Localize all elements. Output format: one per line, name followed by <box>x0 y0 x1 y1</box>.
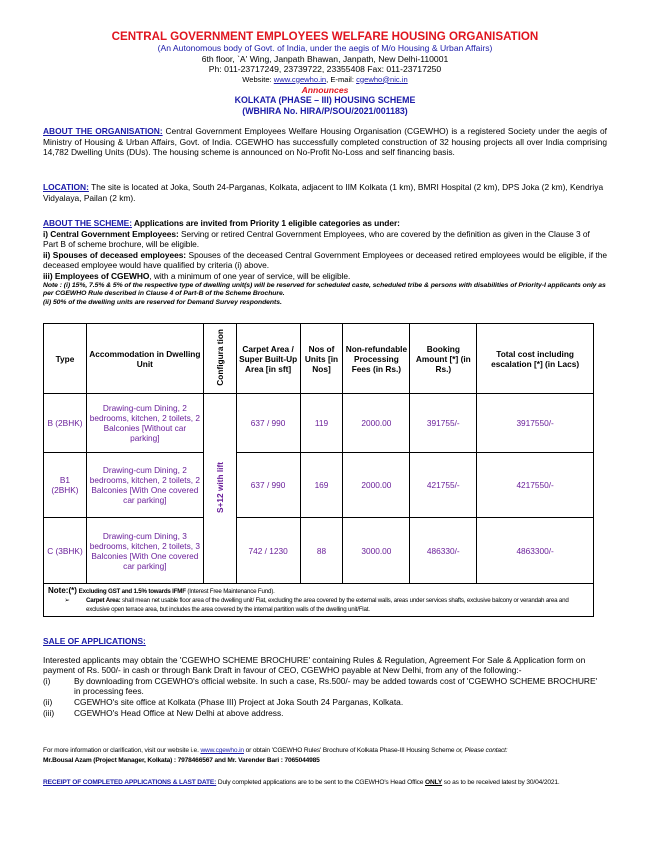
configuration-header: Configura tion <box>214 329 225 386</box>
website-label: Website: <box>242 74 274 84</box>
contact-line <box>0 75 650 85</box>
about-scheme-heading: ABOUT THE SCHEME: <box>43 218 132 228</box>
email-link[interactable]: cgewho@nic.in <box>356 74 408 84</box>
only-emphasis: ONLY <box>425 779 443 786</box>
receipt-heading: RECEIPT OF COMPLETED APPLICATIONS & LAST DATE: <box>43 779 217 786</box>
item-number: (iii) <box>43 707 55 718</box>
demand-survey-note: (ii) 50% of the dwelling units are reserved for Demand Survey respondents. <box>43 298 282 306</box>
contact-info <box>43 746 607 765</box>
about-org-heading: ABOUT THE ORGANISATION: <box>43 126 163 136</box>
letterhead <box>0 30 650 116</box>
location-text: The site is located at Joka, South 24-Parganas, Kolkata, adjacent to IIM Kolkata (1 km), BMRI Hospital (2 km), DPS Joka (2 km), Kendriya Vidyalaya, Pailan (2 km). <box>43 182 604 203</box>
cell-area: 637 / 990 <box>236 453 300 518</box>
item-number: (i) <box>43 675 51 686</box>
website-link[interactable]: www.cgewho.in <box>273 74 327 84</box>
col-booking: Booking Amount [*] (in Rs.) <box>410 324 477 394</box>
location-heading: LOCATION: <box>43 182 89 192</box>
org-subtitle: (An Autonomous body of Govt. of India, under the aegis of M/o Housing & Urban Affairs) <box>157 43 493 53</box>
cell-total: 4217550/- <box>477 453 594 518</box>
cell-accommodation: Drawing-cum Dining, 3 bedrooms, kitchen, 2 toilets, 3 Balconies [With One covered car parking] <box>86 518 203 584</box>
item-label: i) Central Government Employees: <box>43 228 179 239</box>
cell-total: 4863300/- <box>477 518 594 584</box>
arrow-bullet-icon: ➢ <box>64 597 70 604</box>
note-rest: (Interest Free Maintenance Fund). <box>185 588 275 595</box>
table-row <box>44 394 594 453</box>
col-fees: Non-refundable Processing Fees (in Rs.) <box>343 324 410 394</box>
sale-heading: SALE OF APPLICATIONS: <box>43 636 146 646</box>
about-scheme-intro: Applications are invited from Priority 1 eligible categories as under: <box>131 218 400 228</box>
carpet-label: Carpet Area: <box>86 597 121 604</box>
item-text: By downloading from CGEWHO's official website. In such a case, Rs.500/- may be added towards cost of 'CGEWHO SCHEME BROCHURE' in processing fees. <box>74 675 598 697</box>
units-table <box>43 323 594 617</box>
cell-type: C (3BHK) <box>44 518 87 584</box>
rera-number: (WBHIRA No. HIRA/P/SOU/2021/001183) <box>242 105 408 116</box>
item-text: CGEWHO's Head Office at New Delhi at above address. <box>74 707 284 718</box>
reservation-note: Note : (i) 15%, 7.5% & 5% of the respective type of dwelling unit(s) will be reserved for scheduled caste, scheduled tribe & persons with disabilities of Priority-I applicants only as per CGEWHO Rule described in Clause 4 of Part-B of the Scheme Brochure. <box>43 281 606 298</box>
cell-type: B (2BHK) <box>44 394 87 453</box>
table-row <box>44 518 594 584</box>
item-label: ii) Spouses of deceased employees: <box>43 249 187 260</box>
sale-of-applications <box>43 636 603 718</box>
cell-booking: 421755/- <box>410 453 477 518</box>
sale-text: Interested applicants may obtain the 'CGEWHO SCHEME BROCHURE' containing Rules & Regulation, Agreement For Sale & Application form on payment of Rs. 500/- in cash or through Bank Draft in favour of CEO, CGEWHO payable at New Delhi, from any of the following:- <box>43 654 586 676</box>
cell-booking: 391755/- <box>410 394 477 453</box>
about-organisation <box>43 126 607 158</box>
cell-area: 637 / 990 <box>236 394 300 453</box>
contact-or: or, Please contact: <box>456 747 508 754</box>
eligibility-item <box>43 271 607 282</box>
eligibility-item <box>43 250 607 271</box>
cell-units: 169 <box>300 453 343 518</box>
list-item <box>43 708 603 719</box>
item-text: CGEWHO's site office at Kolkata (Phase III) Project at Joka South 24 Parganas, Kolkata. <box>74 696 404 707</box>
cell-configuration <box>203 394 236 584</box>
cell-total: 3917550/- <box>477 394 594 453</box>
col-configuration <box>203 324 236 394</box>
location <box>43 182 607 203</box>
note-label: Note:(*) <box>48 586 77 595</box>
item-label: iii) Employees of CGEWHO <box>43 270 150 281</box>
eligibility-item <box>43 229 607 250</box>
item-number: (ii) <box>43 696 53 707</box>
address: 6th floor, `A' Wing, Janpath Bhawan, Janpath, New Delhi-110001 <box>201 53 449 64</box>
list-item <box>43 676 603 697</box>
list-item <box>43 697 603 708</box>
item-text: Serving or retired Central Government Employees, who are covered by the definition as given in the Clause 3 of Part B of scheme brochure, will be eligible. <box>43 228 590 250</box>
note-bold: Excluding GST and 1.5% towards IFMF <box>78 588 186 595</box>
col-type: Type <box>44 324 87 394</box>
table-note-row <box>44 584 594 617</box>
col-units: Nos of Units [in Nos] <box>300 324 343 394</box>
item-text: Spouses of the deceased Central Government Employees or deceased retired employees would be eligible, if the deceased employee would have qualified by criteria (i) above. <box>43 249 607 271</box>
cell-booking: 486330/- <box>410 518 477 584</box>
website-link[interactable]: www.cgewho.in <box>200 747 244 754</box>
carpet-text: shall mean net usable floor area of the dwelling unit/ Flat, excluding the area covered by the external walls, areas under services shafts, exclusive balcony or verandah area and exclusive open terrace area, but includes the area covered by the internal partition walls of the dwelling unit/Flat. <box>86 597 569 613</box>
cell-units: 119 <box>300 394 343 453</box>
receipt-text: Duly completed applications are to be sent to the CGEWHO's Head Office <box>216 779 425 786</box>
contact-people: Mr.Bousal Azam (Project Manager, Kolkata) : 7978466567 and Mr. Varender Bari : 7065044985 <box>43 756 320 764</box>
contact-mid: or obtain 'CGEWHO Rules' Brochure of Kolkata Phase-III Housing Scheme <box>243 747 457 754</box>
receipt-date-text: so as to be received latest by 30/04/2021. <box>442 779 560 786</box>
cell-accommodation: Drawing-cum Dining, 2 bedrooms, kitchen, 2 toilets, 2 Balconies [With One covered car parking] <box>86 453 203 518</box>
cell-fees: 2000.00 <box>343 453 410 518</box>
col-total: Total cost including escalation [*] (in Lacs) <box>477 324 594 394</box>
about-scheme <box>43 218 607 307</box>
item-text: , with a minimum of one year of service, will be eligible. <box>149 270 351 281</box>
announces: Announces <box>301 84 349 95</box>
cell-accommodation: Drawing-cum Dining, 2 bedrooms, kitchen, 2 toilets, 2 Balconies [Without car parking] <box>86 394 203 453</box>
cell-fees: 3000.00 <box>343 518 410 584</box>
cell-units: 88 <box>300 518 343 584</box>
cell-type: B1 (2BHK) <box>44 453 87 518</box>
scheme-title: KOLKATA (PHASE – III) HOUSING SCHEME <box>234 95 416 105</box>
table-note <box>44 584 594 617</box>
about-org-text: Central Government Employees Welfare Housing Organisation (CGEWHO) is a registered Society under the aegis of Ministry of Housing & Urban Affairs, Govt. of India. CGEWHO has successfully completed construction of 32 housing projects all over India comprising 14,782 Dwelling Units (DUs). The housing scheme is announced on No-Profit No-Loss and self financing basis. <box>43 126 607 158</box>
cell-fees: 2000.00 <box>343 394 410 453</box>
table-row <box>44 453 594 518</box>
email-label: , E-mail: <box>326 74 357 84</box>
table-header <box>44 324 594 394</box>
configuration-value: S+12 with lift <box>214 462 225 513</box>
contact-pre: For more information or clarification, visit our website i.e. <box>43 747 201 754</box>
cell-area: 742 / 1230 <box>236 518 300 584</box>
col-area: Carpet Area / Super Built-Up Area [in sft] <box>236 324 300 394</box>
col-accommodation: Accommodation in Dwelling Unit <box>86 324 203 394</box>
phone: Ph: 011-23717249, 23739722, 23355408 Fax: 011-23717250 <box>208 64 442 74</box>
receipt-info <box>43 778 607 788</box>
org-title: CENTRAL GOVERNMENT EMPLOYEES WELFARE HOUSING ORGANISATION <box>111 30 539 43</box>
